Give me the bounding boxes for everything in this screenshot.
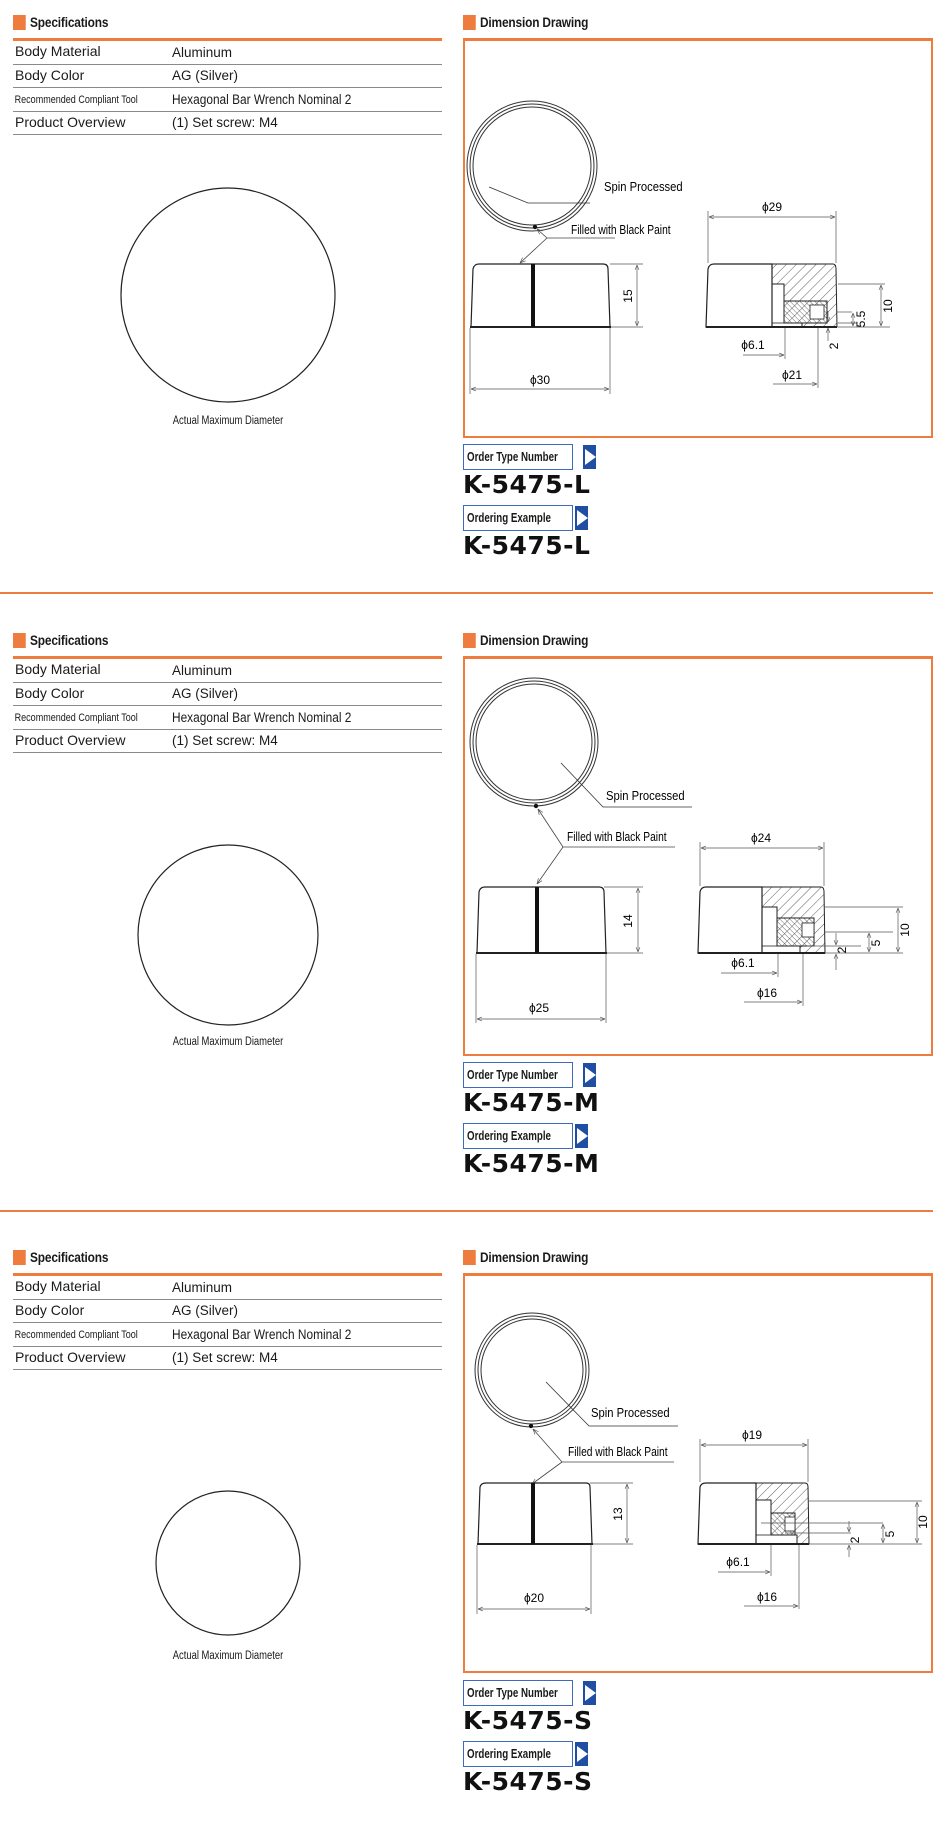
spec-row-body-material bbox=[13, 659, 442, 683]
top-diameter-dimension: ϕ24 bbox=[750, 831, 772, 845]
dimension-drawing-box bbox=[463, 1273, 933, 1673]
spec-label: Body Color bbox=[15, 1301, 85, 1318]
order-type-number-value: K-5475-L bbox=[463, 470, 591, 499]
spec-value: Hexagonal Bar Wrench Nominal 2 bbox=[172, 1326, 352, 1342]
black-paint-label: Filled with Black Paint bbox=[571, 224, 671, 238]
spec-value: Hexagonal Bar Wrench Nominal 2 bbox=[172, 709, 352, 725]
actual-diameter-label: Actual Maximum Diameter bbox=[172, 1036, 284, 1048]
spec-value: (1) Set screw: M4 bbox=[172, 115, 278, 131]
top-view bbox=[467, 101, 597, 231]
ordering-example-badge bbox=[463, 1741, 573, 1767]
screw-height-dimension: 5 bbox=[869, 939, 883, 947]
order-type-number-badge bbox=[463, 1680, 573, 1706]
spec-row-compliant-tool bbox=[13, 706, 442, 730]
spec-row-body-color bbox=[13, 683, 442, 707]
orange-square-icon bbox=[463, 1250, 476, 1265]
screw-height-dimension: 5 bbox=[883, 1530, 897, 1538]
side-view bbox=[470, 264, 611, 327]
ordering-example-badge bbox=[463, 505, 573, 531]
dimension-drawing bbox=[465, 659, 931, 1054]
spec-row-compliant-tool bbox=[13, 1323, 442, 1347]
spec-label: Product Overview bbox=[15, 113, 126, 130]
specifications-title: Specifications bbox=[30, 14, 109, 30]
order-type-number-value: K-5475-M bbox=[463, 1088, 600, 1117]
order-type-number-badge bbox=[463, 1062, 573, 1088]
dimension-drawing-heading bbox=[463, 630, 588, 650]
orange-square-icon bbox=[463, 633, 476, 648]
spec-row-product-overview bbox=[13, 1347, 442, 1371]
spec-label: Recommended Compliant Tool bbox=[14, 712, 138, 725]
order-type-label: Order Type Number bbox=[467, 1686, 558, 1700]
bore-diameter-dimension: ϕ6.1 bbox=[731, 956, 755, 970]
dimension-2: 2 bbox=[848, 1536, 862, 1544]
black-paint-label: Filled with Black Paint bbox=[567, 831, 667, 845]
top-diameter-dimension: ϕ29 bbox=[761, 200, 783, 214]
dimension-2: 2 bbox=[835, 946, 849, 954]
spec-value: Hexagonal Bar Wrench Nominal 2 bbox=[172, 91, 352, 107]
spin-processed-label: Spin Processed bbox=[606, 788, 685, 804]
black-paint-label: Filled with Black Paint bbox=[568, 1446, 668, 1460]
dimension-drawing-title: Dimension Drawing bbox=[480, 632, 589, 648]
ordering-example-badge bbox=[463, 1123, 573, 1149]
order-type-label: Order Type Number bbox=[467, 1068, 558, 1082]
dimension-drawing-heading bbox=[463, 1247, 588, 1267]
screw-height-dimension: 5.5 bbox=[854, 310, 868, 328]
spec-value: (1) Set screw: M4 bbox=[172, 1350, 278, 1366]
spec-label: Recommended Compliant Tool bbox=[14, 94, 138, 107]
top-diameter-dimension: ϕ19 bbox=[741, 1428, 763, 1442]
ordering-example-label: Ordering Example bbox=[467, 511, 551, 525]
spin-processed-label: Spin Processed bbox=[604, 179, 683, 195]
specifications-table bbox=[13, 1273, 442, 1370]
outer-diameter-dimension: ϕ20 bbox=[523, 1591, 545, 1605]
orange-square-icon bbox=[463, 15, 476, 30]
ordering-example-label: Ordering Example bbox=[467, 1747, 551, 1761]
spec-value: Aluminum bbox=[172, 662, 233, 678]
spec-value: AG (Silver) bbox=[172, 686, 239, 702]
spin-processed-label: Spin Processed bbox=[591, 1405, 670, 1421]
specifications-table bbox=[13, 38, 442, 135]
product-section-m bbox=[0, 618, 950, 1218]
spec-row-body-material bbox=[13, 41, 442, 65]
actual-diameter-circle bbox=[121, 188, 335, 402]
spec-value: Aluminum bbox=[172, 44, 233, 60]
cross-section-view bbox=[706, 264, 837, 327]
spec-label: Body Material bbox=[15, 43, 101, 60]
play-arrow-icon bbox=[583, 1063, 596, 1087]
cross-section-view bbox=[698, 887, 825, 953]
dimension-drawing bbox=[465, 41, 931, 436]
spec-label: Body Color bbox=[15, 66, 85, 83]
actual-size-diagram bbox=[13, 758, 443, 1058]
product-section-s bbox=[0, 1235, 950, 1835]
spec-row-product-overview bbox=[13, 730, 442, 754]
spec-label: Recommended Compliant Tool bbox=[14, 1329, 138, 1342]
spec-label: Product Overview bbox=[15, 731, 126, 748]
spec-row-body-color bbox=[13, 65, 442, 89]
product-section-l bbox=[0, 0, 950, 600]
dimension-10: 10 bbox=[916, 1515, 930, 1529]
side-view bbox=[477, 1483, 593, 1544]
height-dimension: 15 bbox=[621, 289, 635, 303]
section-divider bbox=[0, 1210, 933, 1212]
dimension-drawing bbox=[465, 1276, 931, 1671]
bore-diameter-dimension: ϕ6.1 bbox=[726, 1555, 750, 1569]
order-type-number-badge bbox=[463, 444, 573, 470]
base-diameter-dimension: ϕ21 bbox=[781, 368, 803, 382]
play-arrow-icon bbox=[575, 1742, 588, 1766]
order-type-label: Order Type Number bbox=[467, 450, 558, 464]
order-type-number-value: K-5475-S bbox=[463, 1706, 593, 1735]
spec-value: AG (Silver) bbox=[172, 1303, 239, 1319]
play-arrow-icon bbox=[575, 506, 588, 530]
actual-diameter-circle bbox=[138, 845, 318, 1025]
specifications-heading bbox=[13, 1247, 108, 1267]
height-dimension: 14 bbox=[621, 914, 635, 928]
spec-row-body-color bbox=[13, 1300, 442, 1324]
ordering-example-label: Ordering Example bbox=[467, 1129, 551, 1143]
outer-diameter-dimension: ϕ30 bbox=[529, 373, 551, 387]
actual-size-diagram bbox=[13, 140, 443, 440]
dimension-2: 2 bbox=[827, 342, 841, 350]
specifications-title: Specifications bbox=[30, 1249, 109, 1265]
actual-diameter-label: Actual Maximum Diameter bbox=[172, 415, 284, 427]
dimension-drawing-heading bbox=[463, 12, 588, 32]
actual-size-diagram bbox=[13, 1375, 443, 1675]
outer-diameter-dimension: ϕ25 bbox=[528, 1001, 550, 1015]
specifications-title: Specifications bbox=[30, 632, 109, 648]
section-divider bbox=[0, 592, 933, 594]
spec-value: (1) Set screw: M4 bbox=[172, 733, 278, 749]
dimension-drawing-box bbox=[463, 656, 933, 1056]
spec-value: Aluminum bbox=[172, 1279, 233, 1295]
dimension-drawing-box bbox=[463, 38, 933, 438]
specifications-table bbox=[13, 656, 442, 753]
actual-diameter-label: Actual Maximum Diameter bbox=[172, 1650, 284, 1662]
orange-square-icon bbox=[13, 15, 26, 30]
ordering-example-value: K-5475-S bbox=[463, 1767, 593, 1796]
spec-row-product-overview bbox=[13, 112, 442, 136]
height-dimension: 13 bbox=[611, 1507, 625, 1521]
base-diameter-dimension: ϕ16 bbox=[756, 1590, 778, 1604]
specifications-heading bbox=[13, 630, 108, 650]
orange-square-icon bbox=[13, 633, 26, 648]
dimension-drawing-title: Dimension Drawing bbox=[480, 14, 589, 30]
spec-row-compliant-tool bbox=[13, 88, 442, 112]
spec-value: AG (Silver) bbox=[172, 68, 239, 84]
cross-section-view bbox=[698, 1483, 809, 1544]
dimension-10: 10 bbox=[881, 299, 895, 313]
spec-label: Body Material bbox=[15, 1278, 101, 1295]
side-view bbox=[476, 887, 607, 953]
actual-diameter-circle bbox=[156, 1491, 300, 1635]
ordering-example-value: K-5475-M bbox=[463, 1149, 600, 1178]
dimension-drawing-title: Dimension Drawing bbox=[480, 1249, 589, 1265]
play-arrow-icon bbox=[583, 1681, 596, 1705]
base-diameter-dimension: ϕ16 bbox=[756, 986, 778, 1000]
orange-square-icon bbox=[13, 1250, 26, 1265]
play-arrow-icon bbox=[575, 1124, 588, 1148]
dimension-10: 10 bbox=[898, 923, 912, 937]
spec-label: Body Material bbox=[15, 661, 101, 678]
spec-label: Body Color bbox=[15, 684, 85, 701]
bore-diameter-dimension: ϕ6.1 bbox=[741, 338, 765, 352]
spec-row-body-material bbox=[13, 1276, 442, 1300]
ordering-example-value: K-5475-L bbox=[463, 531, 591, 560]
spec-label: Product Overview bbox=[15, 1348, 126, 1365]
specifications-heading bbox=[13, 12, 108, 32]
play-arrow-icon bbox=[583, 445, 596, 469]
